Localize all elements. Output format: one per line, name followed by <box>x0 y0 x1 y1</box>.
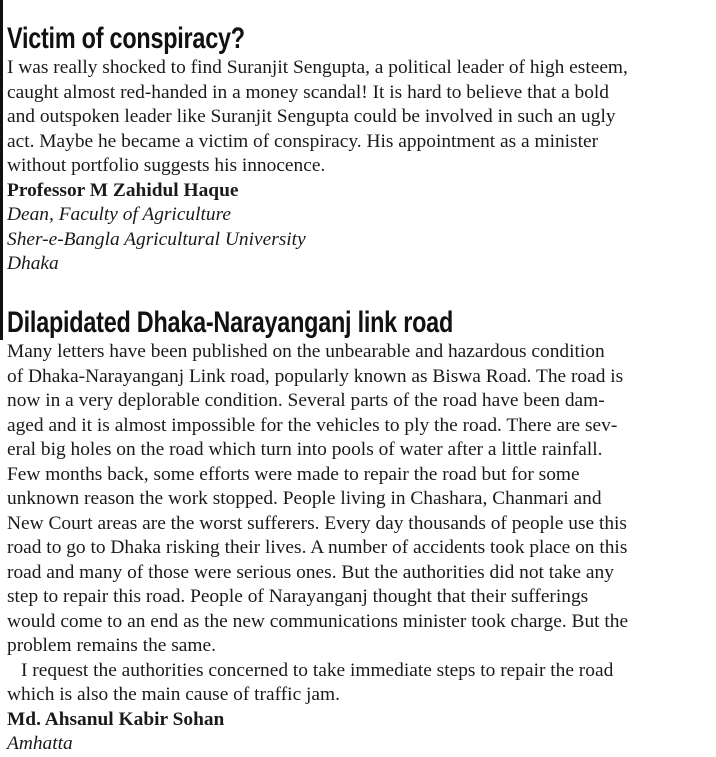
body-line: would come to an end as the new communications minister took charge. But the <box>7 610 629 632</box>
body-line: now in a very deplorable condition. Several parts of the road have been dam- <box>7 390 605 411</box>
body-line: without portfolio suggests his innocence. <box>7 155 326 176</box>
body-line: I request the authorities concerned to take immediate steps to repair the road <box>21 659 614 681</box>
body-line: unknown reason the work stopped. People living in Chashara, Chanmari and <box>7 488 602 509</box>
column-rule <box>0 0 3 340</box>
letter-title: Victim of conspiracy? <box>7 22 245 55</box>
author-location: Dhaka <box>7 253 59 274</box>
author-name: Professor M Zahidul Haque <box>7 179 239 201</box>
author-location: Amhatta <box>7 733 73 754</box>
body-line: Few months back, some efforts were made to repair the road but for some <box>7 463 580 485</box>
letter-dilapidated-road <box>7 306 628 757</box>
body-line: Many letters have been published on the unbearable and hazardous condition <box>7 341 605 362</box>
body-line: I was really shocked to find Suranjit Sengupta, a political leader of high esteem, <box>7 57 628 78</box>
body-line: New Court areas are the worst sufferers. Every day thousands of people use this <box>7 512 627 534</box>
author-affiliation: Dean, Faculty of Agriculture <box>7 204 232 225</box>
author-name: Md. Ahsanul Kabir Sohan <box>7 708 225 730</box>
author-affiliation: Sher-e-Bangla Agricultural University <box>7 228 306 250</box>
body-line: problem remains the same. <box>7 635 216 656</box>
body-line: eral big holes on the road which turn into pools of water after a little rainfall. <box>7 439 603 460</box>
letter-victim-of-conspiracy <box>7 22 628 277</box>
body-line: road and many of those were serious ones. But the authorities did not take any <box>7 561 614 583</box>
body-line: step to repair this road. People of Narayanganj thought that their sufferings <box>7 586 589 607</box>
letter-title: Dilapidated Dhaka-Narayanganj link road <box>7 306 454 339</box>
body-line: of Dhaka-Narayanganj Link road, popularly known as Biswa Road. The road is <box>7 365 624 387</box>
body-line: act. Maybe he became a victim of conspiracy. His appointment as a minister <box>7 130 599 152</box>
body-line: road to go to Dhaka risking their lives. A number of accidents took place on this <box>7 537 628 558</box>
body-line: and outspoken leader like Suranjit Sengupta could be involved in such an ugly <box>7 106 616 127</box>
body-line: caught almost red-handed in a money scandal! It is hard to believe that a bold <box>7 81 609 103</box>
body-line: aged and it is almost impossible for the vehicles to ply the road. There are sev- <box>7 414 618 436</box>
body-line: which is also the main cause of traffic jam. <box>7 684 340 705</box>
